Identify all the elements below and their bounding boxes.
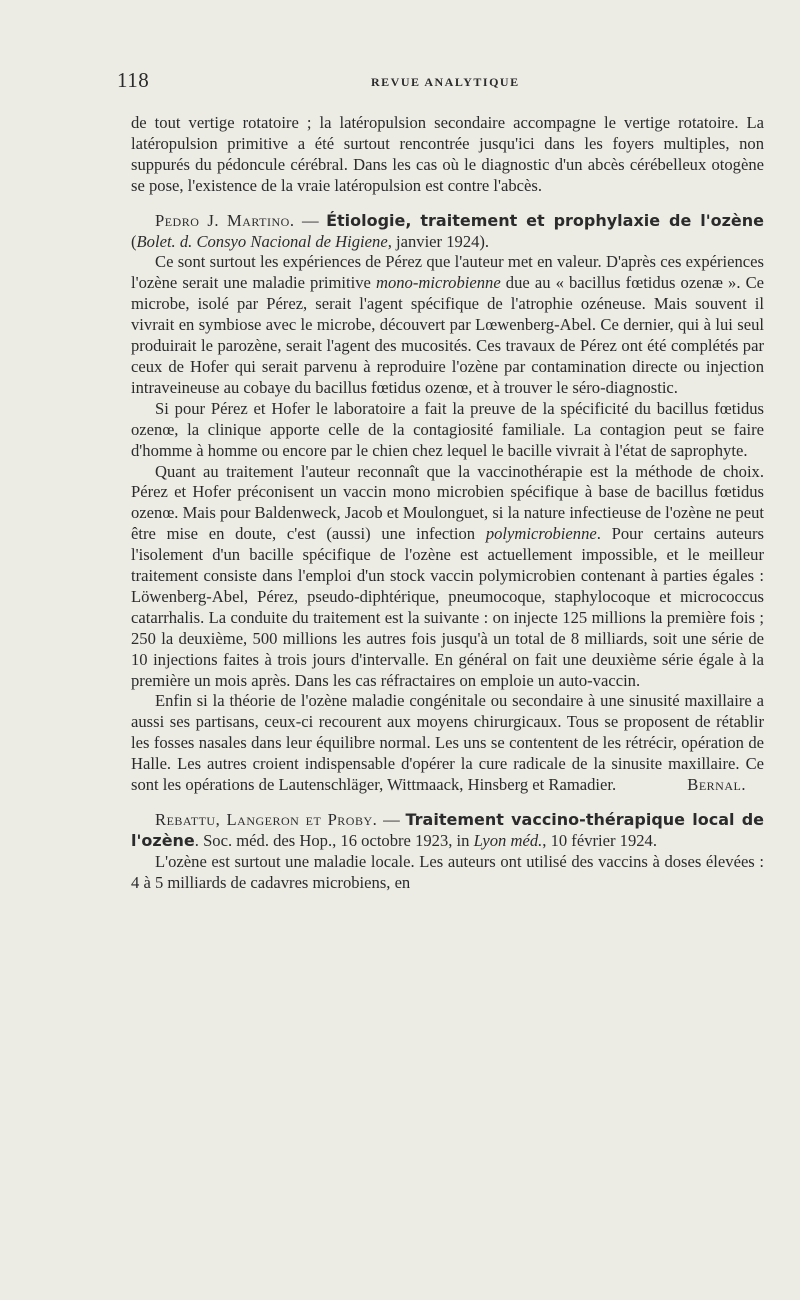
entry-separator [131,197,764,211]
signature-text: Bernal. [687,775,746,795]
entry-dash: — [377,810,406,830]
entry-title: Étiologie, traitement et prophylaxie de l'ozène [326,210,765,230]
text-run: Ce sont surtout les expériences de Pérez que l'auteur met en valeur. D'après ces expériences l'ozène serait une maladie primitive [131,252,764,293]
entry-source: . Soc. méd. des Hop., 16 octobre 1923, in [194,830,474,850]
text-run: . Pour certains auteurs l'isolement d'un bacille spécifique de l'ozène est actuellement impossible, et le meilleur traitement consiste dans l'emploi d'un stock vaccin polymicrobien contenant à parties égales : Löwenberg-Abel, Pérez, pseudo-diphtérique, pneumocoque, staphylocoque et micrococcus catarrhalis. La conduite du traitement est la suivante : on injecte 125 millions la première fois ; 250 la deuxième, 500 millions les autres fois jusqu'à un total de 8 milliards, soit une série de 10 injections faites à trois jours d'intervalle. En général on fait une deuxième série égale à la première un mois après. Dans les cas réfractaires on emploie un auto-vaccin. [131,524,764,690]
entry-source-date: , 10 février 1924. [542,830,658,850]
text-run: Quant au traitement l'auteur reconnaît que la vaccinothérapie est la méthode de choix. Pérez et Hofer préconisent un vaccin mono microbien spécifique à base de bacillus fœtidus ozenœ. Mais pour Baldenweck, Jacob et Moulonguet, si la nature infectieuse de l'ozène ne peut être mise en doute, c'est (aussi) une infection [131,461,764,544]
entry-heading-rebattu [131,810,764,852]
entry-author: Rebattu, Langeron et Proby. [155,810,378,830]
italic-term: polymicrobienne [485,524,597,544]
italic-term: mono-microbienne [375,273,501,293]
entry-title: Traitement vaccino-thérapique local de l'ozène [131,810,765,850]
page-content [131,113,764,894]
entry-source: Bolet. d. Consyo Nacional de Higiene [136,231,388,251]
body-paragraph [131,252,764,398]
body-paragraph [131,462,764,692]
source-open: ( [131,231,137,251]
text-run: due au « bacillus fœtidus ozenæ ». Ce microbe, isolé par Pérez, serait l'agent spécifique de l'atrophie ozéneuse. Mais souvent il vivrait en symbiose avec le microbe, découvert par Lœwenberg-Abel. Ce dernier, qui à lui seul produirait le parozène, serait l'agent des mucosités. Ces travaux de Pérez ont été complétés par ceux de Hofer qui serait parvenu à reproduire l'ozène par contamination directe ou injection intraveineuse au cobaye du bacillus fœtidus ozenœ, et à trouver le séro-diagnostic. [131,273,764,397]
page-number: 118 [117,68,150,92]
entry-separator [131,796,764,810]
entry-source-journal: Lyon méd. [473,830,543,850]
body-paragraph: Si pour Pérez et Hofer le laboratoire a fait la preuve de la spécificité du bacillus fœtidus ozenœ, la clinique apporte celle de la contagiosité familiale. La contagion peut se faire d'homme à homme ou encore par le chien chez lequel le bacille vivrait à l'état de saprophyte. [131,398,764,460]
continuation-paragraph: de tout vertige rotatoire ; la latéropulsion secondaire accompagne le vertige rotatoire. La latéropulsion primitive a été surtout rencontrée jusqu'ici dans les foyers multiples, non suppurés du pédoncule cérébral. Dans les cas où le diagnostic d'un abcès cérébelleux otogène se pose, l'existence de la vraie latéropulsion est contre l'abcès. [131,113,764,195]
body-paragraph: L'ozène est surtout une maladie locale. Les auteurs ont utilisé des vaccins à doses élevées : 4 à 5 milliards de cadavres microbiens, en [131,851,764,892]
entry-source-date: , janvier 1924). [387,231,490,251]
running-title: REVUE ANALYTIQUE [371,75,520,89]
page-header [117,68,677,98]
entry-dash: — [294,210,327,230]
body-paragraph: Enfin si la théorie de l'ozène maladie congénitale ou secondaire à une sinusité maxillaire a aussi ses partisans, ceux-ci recourent aux moyens chirurgicaux. Tous se proposent de rétablir les fosses nasales dans leur équilibre normal. Les uns se contentent de les rétrécir, opération de Halle. Les autres croient indispensable d'opérer la cure radicale de la sinusite maxillaire. Ce sont les opérations de Lautenschläger, Wittmaack, Hinsberg et Ramadier. [131,691,764,795]
entry-author: Pedro J. Martino. [155,210,295,230]
entry-heading-martino [131,211,764,253]
